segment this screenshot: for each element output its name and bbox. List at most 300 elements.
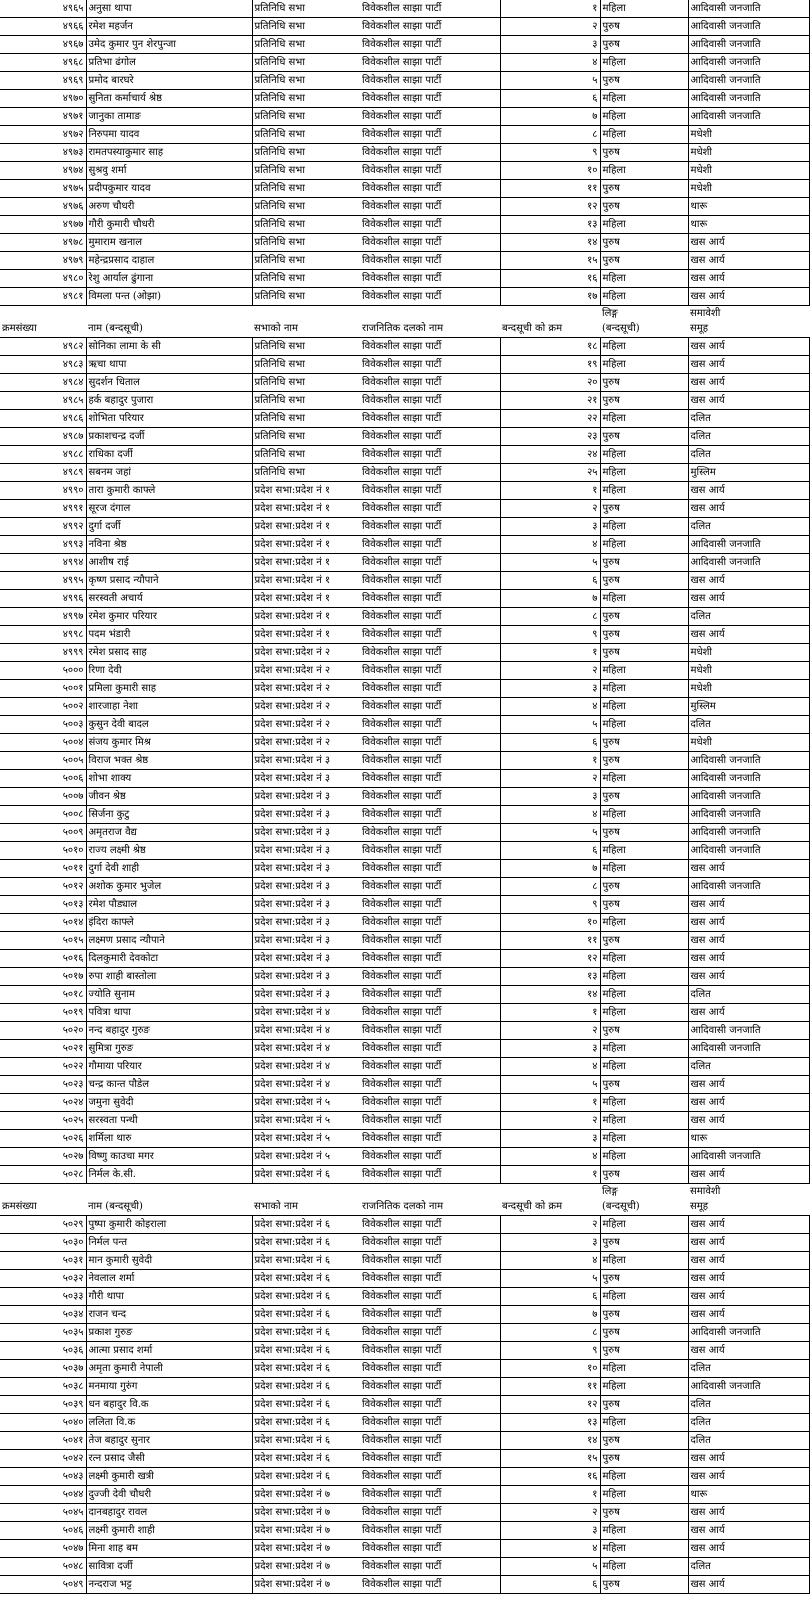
candidate-name: सरस्वती अचार्य	[86, 590, 252, 608]
list-rank: २३	[500, 428, 600, 446]
list-rank: ७	[500, 860, 600, 878]
house-name: प्रदेश सभा:प्रदेश नं १	[252, 518, 360, 536]
house-name: प्रदेश सभा:प्रदेश नं १	[252, 500, 360, 518]
list-rank: ३	[500, 1040, 600, 1058]
table-row	[0, 1130, 810, 1148]
serial-number: ५००२	[0, 698, 86, 716]
house-name: प्रदेश सभा:प्रदेश नं १	[252, 482, 360, 500]
candidate-name: लक्ष्मण प्रसाद न्यौपाने	[86, 932, 252, 950]
gender-header: (बन्दसूची)	[600, 1198, 688, 1216]
list-rank: ५	[500, 1270, 600, 1288]
party-name: विवेकशील साझा पार्टी	[360, 680, 500, 698]
serial-number: ५०४०	[0, 1414, 86, 1432]
serial-number: ४९८९	[0, 464, 86, 482]
serial-number: ४९८०	[0, 270, 86, 288]
candidate-name: राजन चन्द	[86, 1306, 252, 1324]
inclusion-cluster: खस आर्य	[688, 1540, 810, 1558]
table-row	[0, 986, 810, 1004]
house-name: प्रदेश सभा:प्रदेश नं ५	[252, 1148, 360, 1166]
house-name: प्रतिनिधि सभा	[252, 0, 360, 18]
gender: महिला	[600, 482, 688, 500]
inclusion-cluster: थारू	[688, 198, 810, 216]
inclusion-cluster: दलित	[688, 608, 810, 626]
serial-number: ५०१६	[0, 950, 86, 968]
party-name: विवेकशील साझा पार्टी	[360, 536, 500, 554]
gender: महिला	[600, 1216, 688, 1234]
inclusion-cluster: आदिवासी जनजाति	[688, 18, 810, 36]
serial-number: ५०३७	[0, 1360, 86, 1378]
candidate-name: रामतपस्याकुमार साह	[86, 144, 252, 162]
gender: पुरुष	[600, 198, 688, 216]
party-name: विवेकशील साझा पार्टी	[360, 572, 500, 590]
list-rank: १५	[500, 252, 600, 270]
house-name: प्रदेश सभा:प्रदेश नं ४	[252, 1058, 360, 1076]
table-row	[0, 824, 810, 842]
table-row	[0, 1216, 810, 1234]
serial-number: ५०३६	[0, 1342, 86, 1360]
list-rank: १	[500, 1486, 600, 1504]
gender: पुरुष	[600, 644, 688, 662]
gender: महिला	[600, 1130, 688, 1148]
house-name: प्रदेश सभा:प्रदेश नं ३	[252, 752, 360, 770]
party-name: विवेकशील साझा पार्टी	[360, 338, 500, 356]
list-rank: २	[500, 1504, 600, 1522]
inclusion-cluster: थारू	[688, 216, 810, 234]
inclusion-cluster: थारू	[688, 1130, 810, 1148]
party-name: विवेकशील साझा पार्टी	[360, 216, 500, 234]
candidate-name: उमेद कुमार पुन शेरपुन्जा	[86, 36, 252, 54]
inclusion-cluster: आदिवासी जनजाति	[688, 1022, 810, 1040]
candidate-name: मुमाराम खनाल	[86, 234, 252, 252]
house-name: प्रदेश सभा:प्रदेश नं ३	[252, 986, 360, 1004]
gender: महिला	[600, 860, 688, 878]
inclusion-cluster: खस आर्य	[688, 1576, 810, 1594]
list-rank: ११	[500, 180, 600, 198]
serial-number: ५०४९	[0, 1576, 86, 1594]
party-name: विवेकशील साझा पार्टी	[360, 108, 500, 126]
house-name: प्रतिनिधि सभा	[252, 180, 360, 198]
table-row	[0, 1540, 810, 1558]
serial-number: ५०१७	[0, 968, 86, 986]
gender: पुरुष	[600, 878, 688, 896]
list-rank: ६	[500, 734, 600, 752]
inclusion-cluster: थारू	[688, 1486, 810, 1504]
serial-number: ४९८६	[0, 410, 86, 428]
table-row	[0, 1342, 810, 1360]
inclusion-cluster: खस आर्य	[688, 1288, 810, 1306]
gender: महिला	[600, 446, 688, 464]
table-row	[0, 1450, 810, 1468]
party-header: राजनितिक दलको नाम	[360, 320, 500, 338]
house-name: प्रतिनिधि सभा	[252, 410, 360, 428]
list-rank: ६	[500, 1576, 600, 1594]
list-rank: ९	[500, 1342, 600, 1360]
candidate-name: नेवलाल शर्मा	[86, 1270, 252, 1288]
list-rank: १०	[500, 1360, 600, 1378]
gender: पुरुष	[600, 234, 688, 252]
gender: महिला	[600, 1252, 688, 1270]
serial-number: ५०१५	[0, 932, 86, 950]
table-row	[0, 536, 810, 554]
list-rank: १४	[500, 986, 600, 1004]
candidate-name: अमृता कुमारी नेपाली	[86, 1360, 252, 1378]
gender: महिला	[600, 968, 688, 986]
gender: पुरुष	[600, 554, 688, 572]
table-row	[0, 1094, 810, 1112]
house-name: प्रदेश सभा:प्रदेश नं १	[252, 608, 360, 626]
gender: महिला	[600, 590, 688, 608]
party-name: विवेकशील साझा पार्टी	[360, 72, 500, 90]
house-name: प्रदेश सभा:प्रदेश नं ६	[252, 1378, 360, 1396]
list-rank: २	[500, 770, 600, 788]
inclusion-cluster: आदिवासी जनजाति	[688, 1324, 810, 1342]
inclusion-cluster: खस आर्य	[688, 1468, 810, 1486]
party-name: विवेकशील साझा पार्टी	[360, 626, 500, 644]
party-name: विवेकशील साझा पार्टी	[360, 464, 500, 482]
inclusion-cluster: खस आर्य	[688, 932, 810, 950]
party-name: विवेकशील साझा पार्टी	[360, 1558, 500, 1576]
inclusion-cluster: खस आर्य	[688, 338, 810, 356]
inclusion-cluster: दलित	[688, 1396, 810, 1414]
table-row	[0, 234, 810, 252]
party-name: विवेकशील साझा पार्टी	[360, 392, 500, 410]
table-row	[0, 1112, 810, 1130]
table-row	[0, 1058, 810, 1076]
serial-number: ४९६५	[0, 0, 86, 18]
gender: पुरुष	[600, 500, 688, 518]
table-row	[0, 1504, 810, 1522]
table-row	[0, 1288, 810, 1306]
gender: महिला	[600, 1040, 688, 1058]
house-name: प्रदेश सभा:प्रदेश नं ६	[252, 1216, 360, 1234]
inclusion-cluster: आदिवासी जनजाति	[688, 1378, 810, 1396]
house-name: प्रतिनिधि सभा	[252, 374, 360, 392]
candidate-name: राधिका दर्जी	[86, 446, 252, 464]
table-row	[0, 1432, 810, 1450]
party-name: विवेकशील साझा पार्टी	[360, 1378, 500, 1396]
house-name: प्रतिनिधि सभा	[252, 252, 360, 270]
serial-number: ५००७	[0, 788, 86, 806]
house-name: प्रदेश सभा:प्रदेश नं २	[252, 698, 360, 716]
house-name: प्रदेश सभा:प्रदेश नं ५	[252, 1112, 360, 1130]
candidate-name: निर्मल के.सी.	[86, 1166, 252, 1184]
gender: पुरुष	[600, 752, 688, 770]
party-name: विवेकशील साझा पार्टी	[360, 950, 500, 968]
table-row	[0, 1234, 810, 1252]
list-rank: ३	[500, 1234, 600, 1252]
gender: महिला	[600, 410, 688, 428]
gender: पुरुष	[600, 1022, 688, 1040]
party-name: विवेकशील साझा पार्टी	[360, 716, 500, 734]
party-name: विवेकशील साझा पार्टी	[360, 1414, 500, 1432]
house-name: प्रतिनिधि सभा	[252, 446, 360, 464]
block2-rows	[0, 338, 810, 1184]
gender: महिला	[600, 716, 688, 734]
cluster-header: समूह	[688, 320, 810, 338]
serial-number: ४९७४	[0, 162, 86, 180]
table-row	[0, 1324, 810, 1342]
house-name: प्रदेश सभा:प्रदेश नं ६	[252, 1468, 360, 1486]
party-name: विवेकशील साझा पार्टी	[360, 968, 500, 986]
candidate-name: आत्मा प्रसाद शर्मा	[86, 1342, 252, 1360]
house-name: प्रदेश सभा:प्रदेश नं २	[252, 680, 360, 698]
table-row	[0, 446, 810, 464]
candidate-name: सुश्रवु शर्मा	[86, 162, 252, 180]
name-header: नाम (बन्दसूची)	[86, 1198, 252, 1216]
inclusion-cluster: खस आर्य	[688, 252, 810, 270]
list-rank: ५	[500, 1558, 600, 1576]
table-row	[0, 878, 810, 896]
gender: महिला	[600, 1378, 688, 1396]
gender: पुरुष	[600, 1324, 688, 1342]
list-rank: ११	[500, 1378, 600, 1396]
inclusion-cluster: खस आर्य	[688, 590, 810, 608]
candidate-name: प्रकाशचन्द्र दर्जी	[86, 428, 252, 446]
serial-number: ५०३५	[0, 1324, 86, 1342]
inclusion-cluster: आदिवासी जनजाति	[688, 788, 810, 806]
house-name: प्रतिनिधि सभा	[252, 198, 360, 216]
gender: महिला	[600, 108, 688, 126]
house-name: प्रदेश सभा:प्रदेश नं १	[252, 572, 360, 590]
list-rank: ८	[500, 1324, 600, 1342]
party-name: विवेकशील साझा पार्टी	[360, 1252, 500, 1270]
inclusion-cluster: आदिवासी जनजाति	[688, 108, 810, 126]
list-rank: १३	[500, 216, 600, 234]
serial-number: ४९९५	[0, 572, 86, 590]
gender-header-top: लिङ्ग	[602, 307, 618, 319]
house-name: प्रदेश सभा:प्रदेश नं ६	[252, 1432, 360, 1450]
candidate-name: कुसुन देवी बादल	[86, 716, 252, 734]
table-row	[0, 162, 810, 180]
gender: पुरुष	[600, 144, 688, 162]
candidate-name: सुमित्रा गुरुङ	[86, 1040, 252, 1058]
candidate-name: सिर्जना कुटु	[86, 806, 252, 824]
gender: महिला	[600, 356, 688, 374]
inclusion-cluster: आदिवासी जनजाति	[688, 1148, 810, 1166]
list-rank: ७	[500, 1306, 600, 1324]
table-row	[0, 288, 810, 306]
table-row	[0, 270, 810, 288]
inclusion-cluster: खस आर्य	[688, 356, 810, 374]
serial-number: ४९९९	[0, 644, 86, 662]
house-name: प्रदेश सभा:प्रदेश नं ५	[252, 1130, 360, 1148]
gender: महिला	[600, 126, 688, 144]
candidate-name: रमेश कुमार परियार	[86, 608, 252, 626]
table-row	[0, 1148, 810, 1166]
serial-number: ५०४५	[0, 1504, 86, 1522]
house-name: प्रदेश सभा:प्रदेश नं ६	[252, 1306, 360, 1324]
serial-number: ४९६६	[0, 18, 86, 36]
block3-rows	[0, 1216, 810, 1594]
list-rank: १२	[500, 198, 600, 216]
candidate-name: पुष्पा कुमारी कोइराला	[86, 1216, 252, 1234]
inclusion-cluster: आदिवासी जनजाति	[688, 842, 810, 860]
party-name: विवेकशील साझा पार्टी	[360, 446, 500, 464]
gender: महिला	[600, 1148, 688, 1166]
house-name: प्रतिनिधि सभा	[252, 234, 360, 252]
inclusion-cluster: खस आर्य	[688, 1342, 810, 1360]
list-rank: २४	[500, 446, 600, 464]
table-row	[0, 608, 810, 626]
party-name: विवेकशील साझा पार्टी	[360, 1112, 500, 1130]
candidate-name: दानबहादुर रावल	[86, 1504, 252, 1522]
cluster-header-top: समावेशी	[690, 307, 721, 319]
inclusion-cluster: मधेशी	[688, 162, 810, 180]
candidate-name: लक्ष्मी कुमारी खत्री	[86, 1468, 252, 1486]
gender: पुरुष	[600, 608, 688, 626]
house-name: प्रतिनिधि सभा	[252, 144, 360, 162]
list-rank: १२	[500, 950, 600, 968]
serial-number: ४९७१	[0, 108, 86, 126]
candidate-name: संजय कुमार मिश्र	[86, 734, 252, 752]
list-rank: १	[500, 644, 600, 662]
candidate-name: प्रकाश गुरुङ	[86, 1324, 252, 1342]
rank-header: बन्दसूची को क्रम	[500, 320, 600, 338]
list-rank: ५	[500, 824, 600, 842]
table-row	[0, 482, 810, 500]
inclusion-cluster: मधेशी	[688, 734, 810, 752]
candidate-name: रमेश महर्जन	[86, 18, 252, 36]
list-rank: २५	[500, 464, 600, 482]
house-name: प्रतिनिधि सभा	[252, 216, 360, 234]
serial-number: ४९९३	[0, 536, 86, 554]
table-row	[0, 590, 810, 608]
serial-number: ५०३८	[0, 1378, 86, 1396]
table-row	[0, 374, 810, 392]
table-row	[0, 1414, 810, 1432]
house-name: प्रतिनिधि सभा	[252, 36, 360, 54]
list-rank: ४	[500, 1252, 600, 1270]
serial-number: ४९८७	[0, 428, 86, 446]
candidate-name: प्रदीपकुमार यादव	[86, 180, 252, 198]
house-name: प्रदेश सभा:प्रदेश नं ७	[252, 1504, 360, 1522]
candidate-name: कृष्ण प्रसाद न्यौपाने	[86, 572, 252, 590]
party-name: विवेकशील साझा पार्टी	[360, 1040, 500, 1058]
serial-number: ४९९६	[0, 590, 86, 608]
inclusion-cluster: खस आर्य	[688, 374, 810, 392]
serial-number: ४९७५	[0, 180, 86, 198]
table-row	[0, 338, 810, 356]
list-rank: ४	[500, 806, 600, 824]
house-name: प्रदेश सभा:प्रदेश नं २	[252, 716, 360, 734]
serial-number: ५०३३	[0, 1288, 86, 1306]
gender: पुरुष	[600, 1504, 688, 1522]
list-rank: २	[500, 18, 600, 36]
house-name: प्रदेश सभा:प्रदेश नं २	[252, 662, 360, 680]
party-name: विवेकशील साझा पार्टी	[360, 1216, 500, 1234]
serial-number: ४९७७	[0, 216, 86, 234]
list-rank: १	[500, 752, 600, 770]
list-rank: १७	[500, 288, 600, 306]
serial-number: ४९६७	[0, 36, 86, 54]
candidate-name: ललिता वि.क	[86, 1414, 252, 1432]
gender: महिला	[600, 1094, 688, 1112]
party-name: विवेकशील साझा पार्टी	[360, 1288, 500, 1306]
list-rank: ५	[500, 554, 600, 572]
party-name: विवेकशील साझा पार्टी	[360, 1432, 500, 1450]
table-row	[0, 392, 810, 410]
party-name: विवेकशील साझा पार्टी	[360, 126, 500, 144]
serial-number: ५०२३	[0, 1076, 86, 1094]
party-name: विवेकशील साझा पार्टी	[360, 590, 500, 608]
table-row	[0, 410, 810, 428]
candidate-name: आशीष राई	[86, 554, 252, 572]
candidate-name: दिलकुमारी देवकोटा	[86, 950, 252, 968]
serial-number: ५००४	[0, 734, 86, 752]
inclusion-cluster: दलित	[688, 1414, 810, 1432]
gender: महिला	[600, 950, 688, 968]
inclusion-cluster: खस आर्य	[688, 392, 810, 410]
list-rank: ९	[500, 896, 600, 914]
house-header: सभाको नाम	[252, 320, 360, 338]
serial-number: ४९८४	[0, 374, 86, 392]
candidate-name: सरस्वता पन्थी	[86, 1112, 252, 1130]
list-rank: ५	[500, 716, 600, 734]
table-row	[0, 72, 810, 90]
list-rank: ४	[500, 1058, 600, 1076]
gender: पुरुष	[600, 788, 688, 806]
list-rank: ८	[500, 878, 600, 896]
party-name: विवेकशील साझा पार्टी	[360, 1004, 500, 1022]
candidate-name: दुर्गा दर्जी	[86, 518, 252, 536]
serial-number: ५०४८	[0, 1558, 86, 1576]
header-block-2	[0, 306, 810, 338]
inclusion-cluster: आदिवासी जनजाति	[688, 90, 810, 108]
candidate-name: सुनिता कर्माचार्य श्रेष्ठ	[86, 90, 252, 108]
list-rank: २१	[500, 392, 600, 410]
party-name: विवेकशील साझा पार्टी	[360, 914, 500, 932]
list-rank: २	[500, 1112, 600, 1130]
candidate-name: गौमाया परियार	[86, 1058, 252, 1076]
gender: महिला	[600, 1058, 688, 1076]
candidate-name: जानुका तामाङ	[86, 108, 252, 126]
serial-number: ४९९२	[0, 518, 86, 536]
list-rank: ४	[500, 1540, 600, 1558]
table-row	[0, 1004, 810, 1022]
list-rank: १३	[500, 1414, 600, 1432]
candidate-name: रुपा शाही बास्तोला	[86, 968, 252, 986]
serial-number: ४९७३	[0, 144, 86, 162]
table-row	[0, 428, 810, 446]
party-name: विवेकशील साझा पार्टी	[360, 752, 500, 770]
gender: महिला	[600, 288, 688, 306]
table-row	[0, 1076, 810, 1094]
gender: महिला	[600, 806, 688, 824]
inclusion-cluster: दलित	[688, 1360, 810, 1378]
gender-header-top: लिङ्ग	[602, 1185, 618, 1197]
serial-number: ४९९०	[0, 482, 86, 500]
gender: पुरुष	[600, 932, 688, 950]
table-row	[0, 18, 810, 36]
serial-number: ५०४६	[0, 1522, 86, 1540]
house-name: प्रदेश सभा:प्रदेश नं ६	[252, 1288, 360, 1306]
gender: पुरुष	[600, 824, 688, 842]
house-name: प्रदेश सभा:प्रदेश नं ६	[252, 1324, 360, 1342]
candidate-name: महेन्द्रप्रसाद दाहाल	[86, 252, 252, 270]
gender: पुरुष	[600, 896, 688, 914]
inclusion-cluster: दलित	[688, 428, 810, 446]
inclusion-cluster: दलित	[688, 716, 810, 734]
candidate-name: सबनम जहां	[86, 464, 252, 482]
serial-number: ५०११	[0, 860, 86, 878]
party-name: विवेकशील साझा पार्टी	[360, 1076, 500, 1094]
gender: महिला	[600, 1414, 688, 1432]
party-name: विवेकशील साझा पार्टी	[360, 1130, 500, 1148]
serial-number: ४९७२	[0, 126, 86, 144]
gender: पुरुष	[600, 18, 688, 36]
inclusion-cluster: आदिवासी जनजाति	[688, 878, 810, 896]
party-name: विवेकशील साझा पार्टी	[360, 144, 500, 162]
